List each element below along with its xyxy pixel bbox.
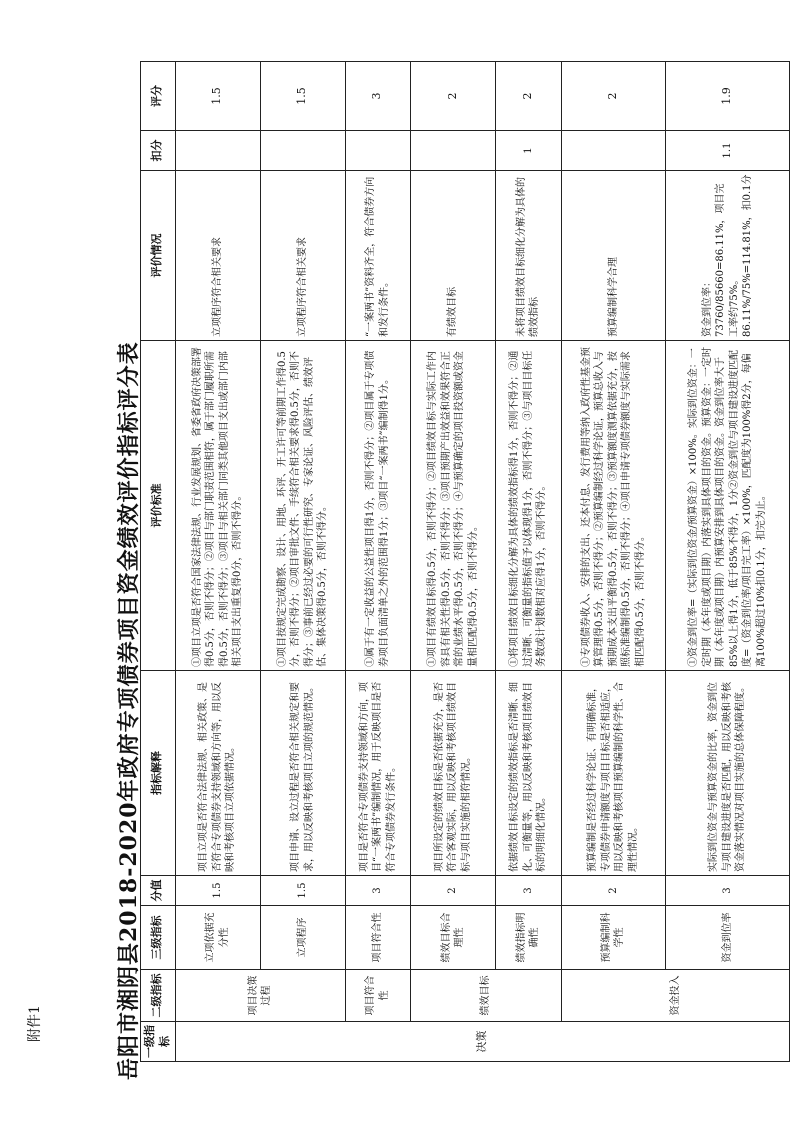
header-score: 分值: [141, 876, 176, 906]
deduction-cell: [345, 131, 411, 171]
explanation-cell: 项目立项是否符合法律法规、相关政策、是否符合专项债券支持领域和方向等，用以反映和考核项目立项依据情况。: [175, 671, 260, 876]
final-score-cell: 2: [496, 62, 562, 131]
final-score-cell: 1.5: [260, 62, 345, 131]
score-cell: 3: [345, 876, 411, 906]
standard-cell: ①项目有绩效目标得0.5分，否则不得分；②项目绩效目标与实际工作内容具有相关性得0.5分，否则不得分；③项目预期产出效益和效果符合正常的业绩水平得0.5分，否则不得分；④与预算确定的项目投资额或资金量相匹配得0.5分，否则不得分。: [411, 341, 496, 671]
level2-cell: 项目符合性: [345, 970, 411, 1022]
header-evaluation: 评价情况: [141, 171, 176, 341]
deduction-cell: [561, 131, 665, 171]
explanation-cell: 预算编制是否经过科学论证、有明确标准，专项债券申请额度与项目目标是否相适应，用以反映和考核项目预算编制的科学性、合理性情况。: [561, 671, 665, 876]
standard-cell: ①项目按规定完成勘察、设计、用地、环评、开工许可等前期工作得0.5分，否则不得分；②项目审批文件、手续符合相关要求得0.5分，否则不得分；③事前已经过必要的可行性研究、专家论证、风险评估、绩效评估、集体决策得0.5分，否则不得分。: [260, 341, 345, 671]
explanation-cell: 项目申请、设立过程是否符合相关规定和要求，用以反映和考核项目立项的规范情况。: [260, 671, 345, 876]
table-header-row: [141, 62, 176, 1062]
attachment-label: 附件1: [27, 1005, 43, 1042]
score-cell: 2: [411, 876, 496, 906]
evaluation-cell: 预算编制科学合理: [561, 171, 665, 341]
evaluation-cell: 立项程序符合相关要求: [175, 171, 260, 341]
evaluation-cell: 资金到位率：73760/85660=86.11%，项目完工率约75%。86.11%/75%=114.81%，扣0.1分: [666, 171, 790, 341]
table-row: [260, 62, 345, 1062]
evaluation-cell: 未将项目绩效目标细化分解为具体的绩效指标: [496, 171, 562, 341]
level3-cell: 资金到位率: [666, 906, 790, 970]
standard-cell: ①属于有一定收益的公益性项目得1分，否则不得分；②项目属于专项债券项目负面清单之外的范围得1分；③项目“一案两书”编制得1分。: [345, 341, 411, 671]
level3-cell: 立项程序: [260, 906, 345, 970]
score-table-wrapper: [140, 62, 790, 1062]
standard-cell: ①专项债券收入、安排的支出、还本付息、发行费用等纳入政府性基金预算管理得0.5分，否则不得分；②预算编制经过科学论证，预算总收入与预期成本支出平衡得0.5分，否则不得分；③预算额度测算依据充分，按照标准编制得0.5分，否则不得分；④项目申请专项债券额度与实际需求相匹配得0.5分，否则不得分。: [561, 341, 665, 671]
final-score-cell: 3: [345, 62, 411, 131]
explanation-cell: 依据绩效目标设定的绩效指标是否清晰、细化、可衡量等，用以反映和考核项目绩效目标的明细化情况。: [496, 671, 562, 876]
header-standard: 评价标准: [141, 341, 176, 671]
evaluation-cell: “一案两书”资料齐全，符合债券方向和发行条件。: [345, 171, 411, 341]
score-cell: 1.5: [175, 876, 260, 906]
deduction-cell: [260, 131, 345, 171]
evaluation-cell: 立项程序符合相关要求: [260, 171, 345, 341]
level2-cell: 绩效目标: [411, 970, 562, 1022]
deduction-cell: 1: [496, 131, 562, 171]
score-cell: 1.5: [260, 876, 345, 906]
level3-cell: 绩效指标明确性: [496, 906, 562, 970]
explanation-cell: 项目所设定的绩效目标是否依据充分，是否符合客观实际，用以反映和考核项目绩效目标与项目实施的相符情况。: [411, 671, 496, 876]
score-table: [140, 61, 790, 1062]
header-level1: 一级指标: [141, 1022, 176, 1062]
final-score-cell: 2: [561, 62, 665, 131]
table-row: [666, 62, 790, 1062]
level2-cell: 资金投入: [561, 970, 789, 1022]
standard-cell: ①将项目绩效目标细化分解为具体的绩效指标得1分，否则不得分；②通过清晰、可衡量的指标值予以体现得1分，否则不得分；③与项目目标任务数或计划数相对应得1分，否则不得分。: [496, 341, 562, 671]
evaluation-cell: 有绩效目标: [411, 171, 496, 341]
header-deduction: 扣分: [141, 131, 176, 171]
deduction-cell: [411, 131, 496, 171]
header-explanation: 指标解释: [141, 671, 176, 876]
table-row: [175, 62, 260, 1062]
score-cell: 2: [561, 876, 665, 906]
table-row: [561, 62, 665, 1062]
deduction-cell: 1.1: [666, 131, 790, 171]
explanation-cell: 实际到位资金与预算资金的比率，资金到位与项目建设进度是否匹配，用以反映和考核资金落实情况对项目实施的总体保障程度。: [666, 671, 790, 876]
level2-cell: 项目决策过程: [175, 970, 345, 1022]
level3-cell: 绩效目标合理性: [411, 906, 496, 970]
standard-cell: ①项目立项是否符合国家法律法规、行业发展规划、省委省政府决策部署得0.5分，否则不得分；②项目与部门职责范围相符，属于部门履职所需得0.5分，否则不得分；③项目与相关部门同类其他项目支出或部门内部相关项目支出重复得0分，否则不得分。: [175, 341, 260, 671]
explanation-cell: 项目是否符合专项债券支持领域和方向，项目“一案两书”编制情况，用于反映项目是否符合专项债券发行条件。: [345, 671, 411, 876]
standard-cell: ①资金到位率=（实际到位资金/预算资金）×100%。实际到位资金：一定时期（本年度或项目期）内落实到具体项目的资金。预算资金：一定时期（本年度或项目期）内预算安排到具体项目的资金。资金到位率大于85%以上得1分，低于85%不得分，1分②资金到位与项目建设进度匹配度=（资金到位率/项目完工率）×100%，匹配度为100%得2分，每偏离100%超过10%扣0.1分，扣完为止。: [666, 341, 790, 671]
header-level3: 三级指标: [141, 906, 176, 970]
level3-cell: 立项依据充分性: [175, 906, 260, 970]
level3-cell: 项目符合性: [345, 906, 411, 970]
score-cell: 3: [666, 876, 790, 906]
header-final-score: 评分: [141, 62, 176, 131]
table-row: [345, 62, 411, 1062]
table-row: [496, 62, 562, 1062]
table-row: [411, 62, 496, 1062]
header-level2: 二级指标: [141, 970, 176, 1022]
document-title: 岳阳市湘阴县2018-2020年政府专项债券项目资金绩效评价指标评分表: [116, 341, 142, 1080]
level3-cell: 预算编制科学性: [561, 906, 665, 970]
deduction-cell: [175, 131, 260, 171]
final-score-cell: 1.5: [175, 62, 260, 131]
score-cell: 3: [496, 876, 562, 906]
final-score-cell: 1.9: [666, 62, 790, 131]
level1-cell: 决策: [175, 1022, 789, 1062]
final-score-cell: 2: [411, 62, 496, 131]
